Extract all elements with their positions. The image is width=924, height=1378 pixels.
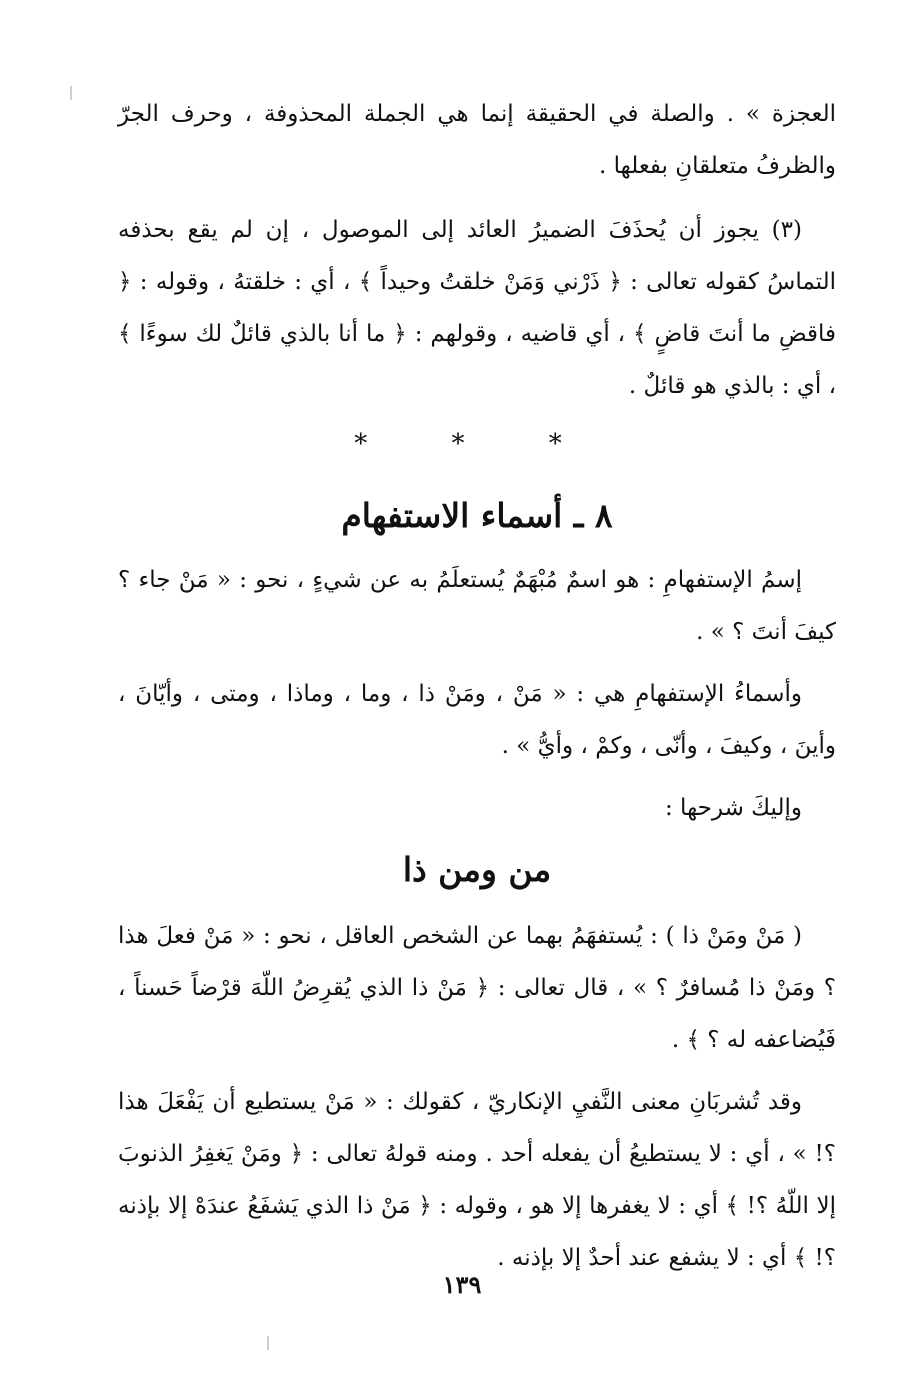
subsection-title: من ومن ذا [402, 850, 552, 889]
paragraph-interrogative-list: وأسماءُ الإستفهامِ هي : « مَنْ ، ومَنْ ذا ، وما ، وماذا ، ومتى ، وأيّانَ ، وأينَ ، وكيفَ ، وأنّى ، وكمْ ، وأيُّ » . [118, 681, 836, 759]
section-title: ٨ ـ أسماء الاستفهام [341, 496, 613, 535]
section-separator: * * * [354, 429, 600, 459]
paragraph-omitted-pronoun: (٣) يجوز أن يُحذَفَ الضميرُ العائد إلى الموصول ، إن لم يقع بحذفه التماسُ كقوله تعالى : ﴿ ذَرْني وَمَنْ خلقتُ وحيداً ﴾ ، أي : خلقتهُ ، وقوله : ﴿ فاقضِ ما أنتَ قاضٍ ﴾ ، أي قاضيه ، وقولهم : ﴿ ما أنا بالذي قائلٌ لك سوءًا ﴾ ، أي : بالذي هو قائلٌ . [118, 217, 836, 399]
paragraph-relative-clause: العجزة » . والصلة في الحقيقة إنما هي الجملة المحذوفة ، وحرف الجرّ والظرفُ متعلقانِ بفعلها . [118, 101, 836, 179]
paragraph-explanation-intro: وإليكَ شرحها : [665, 795, 802, 821]
scan-mark [70, 86, 72, 100]
page-body [118, 88, 836, 1284]
scan-mark [267, 1336, 269, 1350]
paragraph-interrogative-definition: إسمُ الإستفهامِ : هو اسمٌ مُبْهَمٌ يُستعلَمُ به عن شيءٍ ، نحو : « مَنْ جاء ؟ كيفَ أنتَ ؟ » . [118, 567, 836, 645]
page-number: ١٣٩ [442, 1270, 482, 1299]
paragraph-man-usage: ( مَنْ ومَنْ ذا ) : يُستفهَمُ بهما عن الشخص العاقل ، نحو : « مَنْ فعلَ هذا ؟ ومَنْ ذا مُسافرٌ ؟ » ، قال تعالى : ﴿ مَنْ ذا الذي يُقرِضُ اللّهَ قرْضاً حَسناً ، فَيُضاعفه له ؟ ﴾ . [118, 923, 836, 1053]
paragraph-rhetorical-negation: وقد تُشربَانِ معنى النَّفيِ الإنكاريّ ، كقولك : « مَنْ يستطيع أن يَفْعَلَ هذا ؟! » ، أي : لا يستطيعُ أن يفعله أحد . ومنه قولهُ تعالى : ﴿ ومَنْ يَغفِرُ الذنوبَ إلا اللّهُ ؟! ﴾ أي : لا يغفرها إلا هو ، وقوله : ﴿ مَنْ ذا الذي يَشفَعُ عندَهْ إلا بإذنه ؟! ﴾ أي : لا يشفع عند أحدٌ إلا بإذنه . [118, 1089, 836, 1271]
